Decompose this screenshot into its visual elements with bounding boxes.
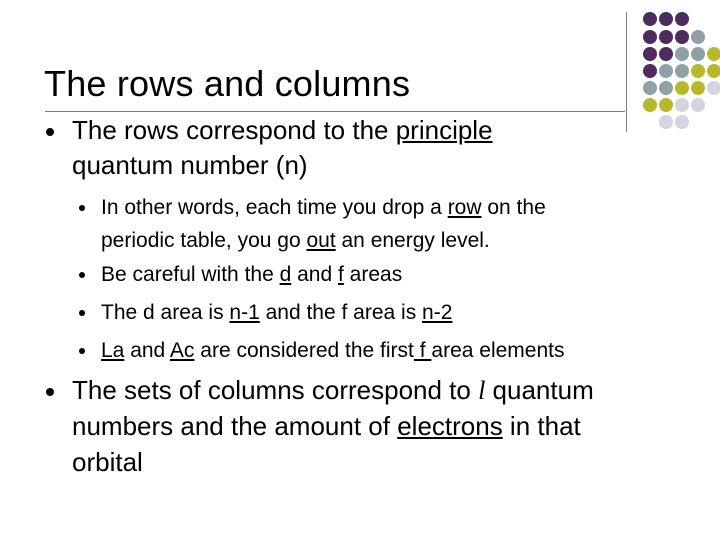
underlined-term-electrons: electrons — [397, 411, 503, 441]
bullet-2-text: numbers and the amount of — [72, 411, 398, 441]
underlined-term-principle: principle — [395, 115, 493, 145]
quantum-symbol-l: l — [478, 376, 486, 405]
grid-dot — [691, 47, 705, 61]
sub-bullet-1-line-1 — [101, 191, 546, 224]
bullet-2-line-3: orbital — [72, 447, 143, 477]
decorative-dot-grid — [640, 12, 720, 132]
title-underline — [45, 111, 625, 112]
bullet-2-text: in that — [502, 411, 581, 441]
bullet-2-line-2 — [72, 409, 581, 444]
grid-dot — [707, 81, 720, 95]
grid-dot — [675, 64, 689, 78]
bullet-1-text: The rows correspond to the — [72, 115, 396, 145]
grid-dot — [707, 64, 720, 78]
grid-dot — [675, 30, 689, 44]
underlined-term-n-2: n-2 — [422, 301, 453, 324]
grid-dot — [643, 30, 657, 44]
sub-1-text: periodic table, you go — [101, 229, 307, 252]
grid-dot — [691, 81, 705, 95]
grid-dot — [707, 47, 720, 61]
grid-dot — [659, 64, 673, 78]
grid-dot — [643, 12, 657, 26]
vertical-divider — [626, 12, 627, 132]
grid-dot — [675, 47, 689, 61]
bullet-1-line-1 — [72, 113, 493, 148]
sub-bullet-marker — [79, 348, 85, 354]
sub-4-text: area elements — [431, 339, 565, 362]
underlined-term-f: f — [413, 339, 432, 362]
underlined-term-row: row — [447, 196, 482, 219]
grid-dot — [643, 47, 657, 61]
sub-2-text: Be careful with the — [101, 263, 280, 286]
grid-dot — [675, 12, 689, 26]
underlined-term-n-1: n-1 — [229, 301, 260, 324]
underlined-term-d: d — [279, 263, 292, 286]
sub-bullet-3 — [101, 296, 452, 329]
sub-2-text: areas — [343, 263, 403, 286]
sub-bullet-1-line-2 — [101, 224, 490, 257]
grid-dot — [643, 64, 657, 78]
slide-title: The rows and columns — [44, 63, 411, 104]
sub-bullet-2 — [101, 258, 402, 291]
bullet-2-line-1 — [72, 373, 594, 408]
underlined-term-f: f — [338, 263, 344, 286]
sub-4-text: and — [124, 339, 170, 362]
grid-dot — [659, 30, 673, 44]
grid-dot — [691, 98, 705, 112]
grid-dot — [643, 98, 657, 112]
grid-dot — [659, 98, 673, 112]
grid-dot — [643, 81, 657, 95]
sub-3-text: The d area is — [101, 301, 230, 324]
sub-1-text: an energy level. — [335, 229, 490, 252]
grid-dot — [675, 81, 689, 95]
grid-dot — [659, 81, 673, 95]
underlined-term-out: out — [306, 229, 336, 252]
grid-dot — [691, 30, 705, 44]
sub-1-text: on the — [481, 196, 546, 219]
sub-bullet-marker — [79, 272, 85, 278]
bullet-2-text: quantum — [485, 375, 594, 405]
underlined-term-ac: Ac — [169, 339, 195, 362]
bullet-marker — [46, 388, 54, 396]
sub-2-text: and — [291, 263, 338, 286]
grid-dot — [675, 115, 689, 129]
sub-bullet-marker — [79, 205, 85, 211]
grid-dot — [659, 12, 673, 26]
grid-dot — [691, 64, 705, 78]
bullet-2-text: The sets of columns correspond to — [72, 375, 479, 405]
sub-bullet-marker — [79, 310, 85, 316]
grid-dot — [659, 47, 673, 61]
grid-dot — [659, 115, 673, 129]
bullet-1-line-2: quantum number (n) — [72, 150, 308, 180]
sub-4-text: are considered the first — [194, 339, 414, 362]
sub-3-text: and the f area is — [259, 301, 423, 324]
grid-dot — [675, 98, 689, 112]
sub-bullet-4 — [101, 334, 564, 367]
sub-1-text: In other words, each time you drop a — [101, 196, 448, 219]
bullet-marker — [46, 128, 54, 136]
underlined-term-la: La — [101, 339, 125, 362]
